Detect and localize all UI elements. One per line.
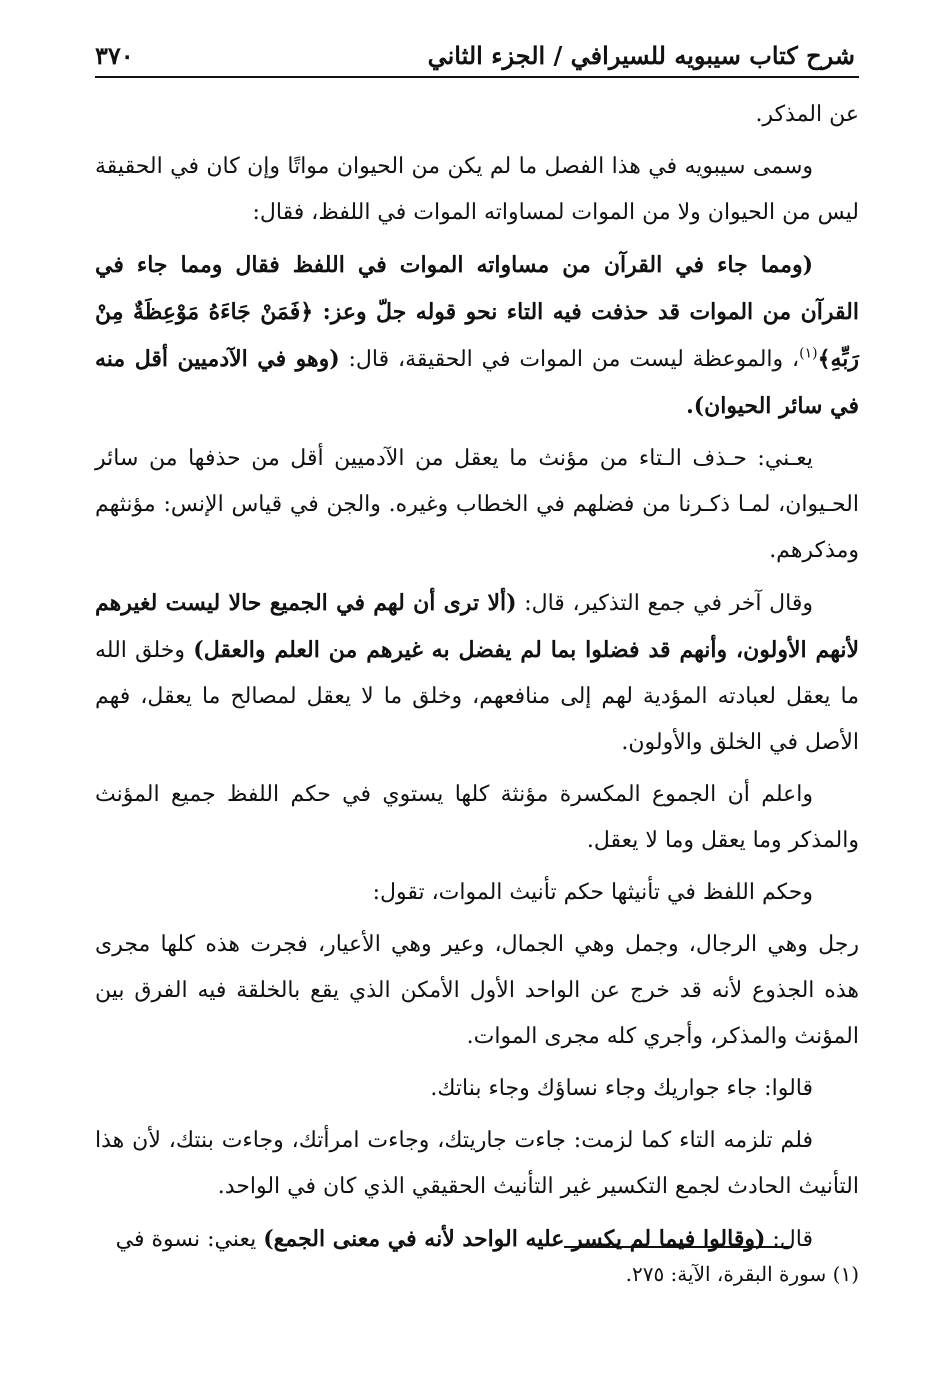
footnote: (١) سورة البقرة، الآية: ٢٧٥. bbox=[625, 1262, 859, 1286]
sibawayh-quote: (ألا ترى أن لهم في الجميع حالا ليست لغيرهم لأنهم الأولون، وأنهم قد فضلوا بما لم يفضل به غيرهم من العلم والعقل) bbox=[95, 590, 860, 663]
commentary-text: وقال آخر في جمع التذكير، قال: bbox=[516, 591, 813, 616]
page-header bbox=[95, 26, 855, 70]
paragraph bbox=[95, 1216, 859, 1263]
paragraph: فلم تلزمه التاء كما لزمت: جاءت جاريتك، وجاءت امرأتك، وجاءت بنتك، لأن هذا التأنيث الحادث لجمع التكسير غير التأنيث الحقيقي الذي كان في الواحد. bbox=[95, 1128, 859, 1199]
commentary-text: ، والموعظة ليست من الموات في الحقيقة، قال: bbox=[339, 347, 800, 372]
page-number: ٣٧٠ bbox=[95, 41, 134, 70]
paragraph: قالوا: جاء جواريك وجاء نساؤك وجاء بناتك. bbox=[430, 1076, 813, 1101]
commentary-text: قال: bbox=[765, 1227, 813, 1252]
paragraph: وحكم اللفظ في تأنيثها حكم تأنيث الموات، تقول: bbox=[372, 880, 813, 905]
sibawayh-quote: (وهو في الآدميين أقل منه في سائر الحيوان). bbox=[95, 346, 859, 419]
sibawayh-quote: (ومما جاء في القرآن من مساواته الموات في اللفظ فقال ومما جاء في القرآن من الموات قد حذفت فيه التاء نحو قوله جلّ وعز: bbox=[95, 252, 859, 325]
header-divider bbox=[95, 76, 859, 78]
paragraph: وسمى سيبويه في هذا الفصل ما لم يكن من الحيوان مواتًا وإن كان في الحقيقة ليس من الحيوان ولا من الموات لمساواته الموات في اللفظ، فقال: bbox=[95, 154, 859, 225]
paragraph: واعلم أن الجموع المكسرة مؤنثة كلها يستوي في حكم اللفظ جميع المؤنث والمذكر وما يعقل وما لا يعقل. bbox=[95, 782, 859, 853]
footnote-ref: (١) bbox=[799, 345, 818, 362]
main-text bbox=[95, 92, 859, 1269]
paragraph bbox=[95, 242, 859, 430]
paragraph: يعـني: حـذف الـتاء من مؤنث ما يعقل من الآدميين أقل من حذفها من سائر الحـيوان، لمـا ذكـرنا من فضلهم في الخطاب وغيره. والجن في قياس الإنس: مؤنثهم ومذكرهم. bbox=[95, 446, 859, 563]
sibawayh-quote: (وقالوا فيما لم يكسر عليه الواحد لأنه في معنى الجمع) bbox=[263, 1226, 766, 1252]
paragraph: رجل وهي الرجال، وجمل وهي الجمال، وعير وهي الأعيار، فجرت هذه كلها مجرى هذه الجذوع لأنه قد خرج عن الواحد الأول الأمكن الذي يقع بالخلقة فيه الفرق بين المؤنث والمذكر، وأجري كله مجرى الموات. bbox=[95, 932, 859, 1049]
commentary-text: وخلق الله ما يعقل لعبادته المؤدية لهم إلى منافعهم، وخلق ما لا يعقل لمصالح ما يعقل، فهم الأصل في الخلق والأولون. bbox=[95, 638, 859, 755]
running-title: شرح كتاب سيبويه للسيرافي / الجزء الثاني bbox=[427, 41, 855, 70]
quran-verse: ﴿فَمَنْ جَاءَهُ مَوْعِظَةٌ مِنْ رَبِّهِ﴾ bbox=[95, 299, 860, 372]
paragraph bbox=[95, 580, 859, 766]
commentary-text: يعني: نسوة في bbox=[115, 1227, 264, 1252]
paragraph: عن المذكر. bbox=[755, 102, 859, 127]
footnote-divider bbox=[564, 1246, 792, 1248]
